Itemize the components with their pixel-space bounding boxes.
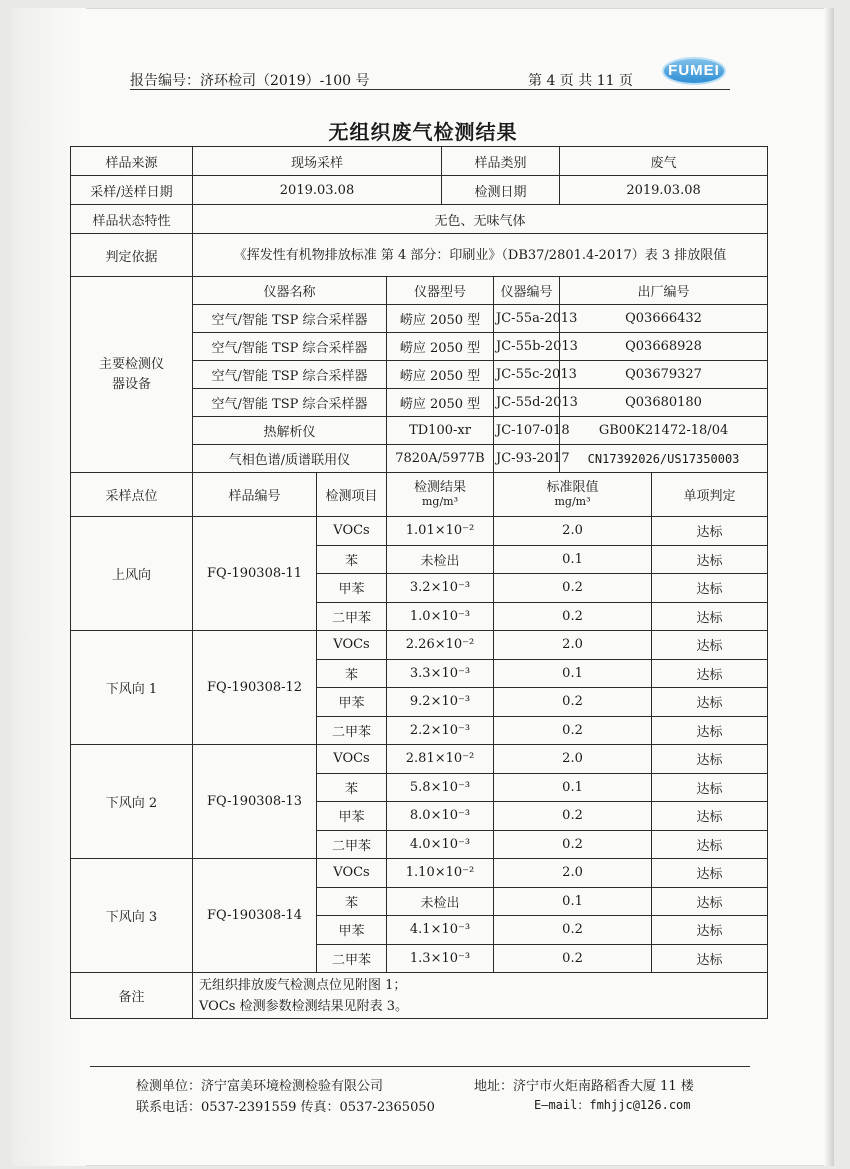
company-logo: FUMEI [664,59,724,83]
instrument-model: 崂应 2050 型 [387,361,494,389]
standard-limit: 0.2 [494,830,652,859]
test-item: VOCs [317,517,387,546]
sampling-point: 下风向 3 [71,859,193,973]
report-number: 报告编号：济环检司（2019）-100 号 [130,73,370,89]
sample-type-label: 样品类别 [442,147,560,176]
instrument-name: 空气/智能 TSP 综合采样器 [193,333,387,361]
standard-limit: 0.2 [494,688,652,717]
instrument-serial: Q03668928 [560,333,768,361]
col-sampling-point: 采样点位 [71,473,193,517]
test-result: 2.26×10⁻² [387,631,494,660]
judgement: 达标 [652,773,768,802]
standard-limit: 0.1 [494,545,652,574]
standard-limit: 0.2 [494,916,652,945]
footer-test-unit: 检测单位：济宁富美环境检测检验有限公司 [136,1079,384,1094]
judgement: 达标 [652,659,768,688]
col-sample-id: 样品编号 [193,473,317,517]
standard-limit: 0.1 [494,887,652,916]
result-row [71,631,768,660]
judgement: 达标 [652,859,768,888]
sample-id: FQ-190308-12 [193,631,317,745]
instrument-name: 气相色谱/质谱联用仪 [193,445,387,473]
test-item: 苯 [317,887,387,916]
instrument-col-serial: 出厂编号 [560,277,768,305]
test-result: 9.2×10⁻³ [387,688,494,717]
sample-source-label: 样品来源 [71,147,193,176]
instrument-model: 7820A/5977B [387,445,494,473]
test-item: 苯 [317,773,387,802]
standard-limit: 0.1 [494,659,652,688]
standard-limit: 0.2 [494,944,652,973]
sample-id: FQ-190308-13 [193,745,317,859]
test-item: VOCs [317,631,387,660]
test-item: 二甲苯 [317,944,387,973]
sample-state-label: 样品状态特性 [71,205,193,234]
info-row [71,147,768,176]
judgement: 达标 [652,716,768,745]
sampling-point: 上风向 [71,517,193,631]
results-header-row [71,473,768,517]
judgement: 达标 [652,517,768,546]
test-date-label: 检测日期 [442,176,560,205]
remarks-line-2: VOCs 检测参数检测结果见附表 3。 [199,998,408,1014]
test-item: 苯 [317,659,387,688]
sample-id: FQ-190308-11 [193,517,317,631]
sample-type-value: 废气 [560,147,768,176]
instrument-serial: GB00K21472-18/04 [560,417,768,445]
remarks-line-1: 无组织排放废气检测点位见附图 1； [199,977,407,993]
judgement: 达标 [652,574,768,603]
sampling-point: 下风向 2 [71,745,193,859]
col-judgement: 单项判定 [652,473,768,517]
sample-id: FQ-190308-14 [193,859,317,973]
instrument-header-row [71,277,768,305]
test-item: 甲苯 [317,574,387,603]
judgement: 达标 [652,802,768,831]
test-result: 4.1×10⁻³ [387,916,494,945]
test-result: 8.0×10⁻³ [387,802,494,831]
instrument-serial: Q03679327 [560,361,768,389]
instrument-number: JC-107-018 [494,417,560,445]
sample-state-value: 无色、无味气体 [193,205,768,234]
test-item: 二甲苯 [317,602,387,631]
instrument-name: 热解析仪 [193,417,387,445]
col-test-item: 检测项目 [317,473,387,517]
judgement: 达标 [652,602,768,631]
results-table [70,146,768,1019]
judgement: 达标 [652,916,768,945]
instrument-model: 崂应 2050 型 [387,305,494,333]
result-row [71,517,768,546]
standard-limit: 2.0 [494,631,652,660]
instrument-number: JC-55c-2013 [494,361,560,389]
col-test-result: 检测结果 mg/m³ [387,473,494,517]
result-row [71,859,768,888]
standard-limit: 0.2 [494,716,652,745]
instrument-name: 空气/智能 TSP 综合采样器 [193,305,387,333]
test-result: 4.0×10⁻³ [387,830,494,859]
test-result: 5.8×10⁻³ [387,773,494,802]
test-item: VOCs [317,745,387,774]
remarks-label: 备注 [71,973,193,1019]
scan-shadow-right [824,8,834,1166]
footer-email: E—mail：fmhjjc@126.com [534,1098,691,1112]
instrument-name: 空气/智能 TSP 综合采样器 [193,389,387,417]
instrument-number: JC-93-2017 [494,445,560,473]
test-result: 1.0×10⁻³ [387,602,494,631]
basis-value: 《挥发性有机物排放标准 第 4 部分：印刷业》（DB37/2801.4-2017）表 3 排放限值 [193,234,768,277]
test-result: 3.2×10⁻³ [387,574,494,603]
test-result: 2.2×10⁻³ [387,716,494,745]
test-item: VOCs [317,859,387,888]
standard-limit: 2.0 [494,517,652,546]
footer-phone: 联系电话：0537-2391559 传真：0537-2365050 [136,1100,435,1115]
test-result: 2.81×10⁻² [387,745,494,774]
test-result: 3.3×10⁻³ [387,659,494,688]
document-page [12,8,834,1166]
instrument-col-model: 仪器型号 [387,277,494,305]
standard-limit: 2.0 [494,745,652,774]
instrument-model: TD100-xr [387,417,494,445]
test-date-value: 2019.03.08 [560,176,768,205]
basis-label: 判定依据 [71,234,193,277]
instrument-serial: CN17392026/US17350003 [560,445,768,473]
page-number: 第 4 页 共 11 页 [528,73,633,89]
test-item: 二甲苯 [317,830,387,859]
standard-limit: 0.2 [494,574,652,603]
test-result: 1.10×10⁻² [387,859,494,888]
judgement: 达标 [652,545,768,574]
standard-limit: 0.1 [494,773,652,802]
test-result: 1.3×10⁻³ [387,944,494,973]
instrument-col-number: 仪器编号 [494,277,560,305]
judgement: 达标 [652,887,768,916]
sampling-date-label: 采样/送样日期 [71,176,193,205]
sampling-point: 下风向 1 [71,631,193,745]
test-item: 二甲苯 [317,716,387,745]
test-item: 甲苯 [317,688,387,717]
instrument-number: JC-55a-2013 [494,305,560,333]
judgement: 达标 [652,830,768,859]
sampling-date-value: 2019.03.08 [193,176,442,205]
header-rule [130,89,730,90]
test-item: 甲苯 [317,916,387,945]
instrument-col-name: 仪器名称 [193,277,387,305]
col-standard-limit: 标准限值 mg/m³ [494,473,652,517]
judgement: 达标 [652,944,768,973]
instrument-number: JC-55d-2013 [494,389,560,417]
judgement: 达标 [652,745,768,774]
remarks-row [71,973,768,1019]
judgement: 达标 [652,631,768,660]
standard-limit: 2.0 [494,859,652,888]
test-result: 未检出 [387,545,494,574]
instrument-model: 崂应 2050 型 [387,333,494,361]
info-row [71,205,768,234]
judgement: 达标 [652,688,768,717]
standard-limit: 0.2 [494,802,652,831]
test-result: 未检出 [387,887,494,916]
footer-address: 地址：济宁市火炬南路稻香大厦 11 楼 [474,1079,694,1094]
test-item: 甲苯 [317,802,387,831]
info-row [71,176,768,205]
page-title: 无组织废气检测结果 [328,120,518,144]
instrument-serial: Q03666432 [560,305,768,333]
info-row [71,234,768,277]
remarks-text [193,973,768,1019]
result-row [71,745,768,774]
standard-limit: 0.2 [494,602,652,631]
page-header [130,66,730,90]
sample-source-value: 现场采样 [193,147,442,176]
footer-rule [90,1066,750,1067]
test-result: 1.01×10⁻² [387,517,494,546]
test-item: 苯 [317,545,387,574]
instrument-name: 空气/智能 TSP 综合采样器 [193,361,387,389]
instrument-number: JC-55b-2013 [494,333,560,361]
instrument-serial: Q03680180 [560,389,768,417]
instrument-model: 崂应 2050 型 [387,389,494,417]
instruments-section-label: 主要检测仪器设备 [71,277,193,473]
